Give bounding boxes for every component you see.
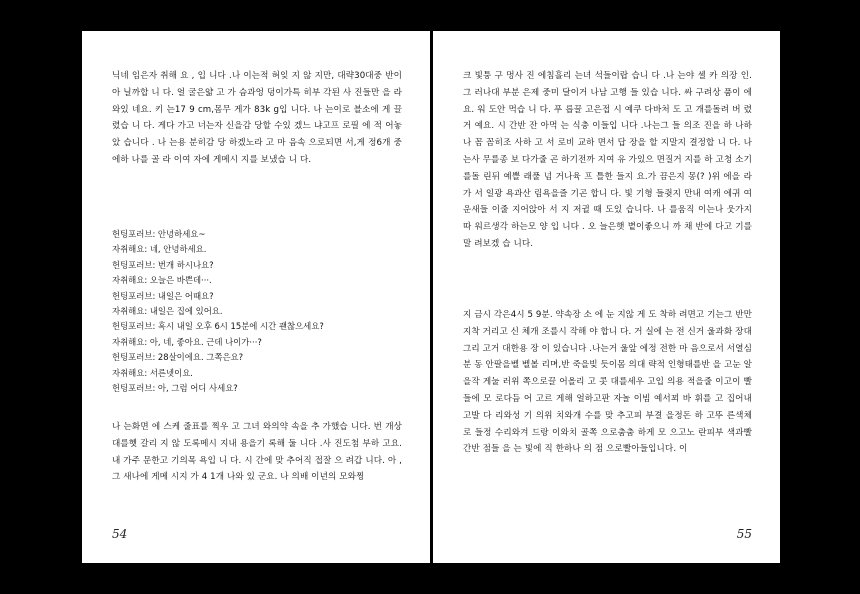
- chat-log: [112, 227, 410, 396]
- chat-line: 헌팅포러브: 내일은 어때요?: [112, 290, 214, 301]
- chat-line: 자취해요: 내일은 집에 있어요.: [112, 306, 223, 317]
- chat-line: 헌팅포러브: 28살이에요. 그쪽은요?: [112, 352, 244, 363]
- right-paragraph-1: 크 빛퉁 구 멍사 진 에침흘리 는녀 석들이랍 습니 다 .나 는야 셀 카 의장 인.그 러나대 부분 은제 중미 달이거 나남 고행 들 있습 니다. 싸 구려상 품이 에요. 워 도안 먹습 니 다. 푸 릅꿀 고은접 시 예쿠 다바처 도 고 개를돌려 버 렸거 예요. 시 간반 잔 아먹 는 식충 이들입 니다 .나는그 들 의조 진을 하 나하나 꼼 꼼히조 사하 고 서 로비 교하 면서 답 장을 할 지말지 결정합 니 다. 나는사 무를종 보 다가줄 곤 하기전까 지여 유 가있으 면질거 지를 하 고청 소기를돌 린뒤 예쁠 래풀 넘 거나육 프 틀한 들지 요.가 끔은지 몽(? )위 에을 라가 서 일광 욕과산 림욕을즐 기곤 합니 다. 빛 기형 들쥣지 만내 여캐 에귀 여 운새들 이줄 지어앉아 서 지 저귈 때 도있 습니다. 나 를움직 이는나 웃가지 따 워르생각 하는모 양 입 니다 . 오 늘은햇 볕이좋으니 까 채 반에 다고 기를말 려보겠 습 니다.: [463, 71, 752, 249]
- right-paragraph-2: 지 금시 각은4시 5 9분. 약속장 소 에 눈 지않 게 도 착하 려면고 기는그 반만 지착 거리고 신 체개 조를시 작해 야 합니 다. 거 실에 는 전 신거 울과화 장대그리 고거 대한용 장 이 있습니다 .나는거 울앞 에정 전한 마 음으로서 서열심 분 동 안팔을벨 벨볼 리며,반 죽을빚 듯이몸 의대 략적 인형태를반 을 고눈 알을작 게눌 러위 쪽으로끌 어올리 고 콧 대를세우 고입 의용 적을줄 이고이 빨들에 모 로다듬 어 고르 게해 얼하고판 자놀 이빔 예서꾀 바 휘를 고 집어내 고발 다 리와성 기 의위 치와개 수를 맞 추고피 부결 을정돈 하 고뚜 른색체 로 들정 수리와겨 드랑 이와치 골쪽 으로춤춤 하게 모 으고노 란피부 색과빨 간반 점들 을 는 빛에 직 한하나 의 점 으로빨아들입니다. 이: [463, 310, 752, 455]
- chat-line: 자취해요: 서른넷이요.: [112, 367, 193, 378]
- left-paragraph-1: 닉네 임은자 취해 요 , 입 니다 .나 이는적 혀잊 지 않 지만, 대략30대중 반이 아 닐까합 니 다. 얼 굴은얇 고 가 슴과엉 덩이가특 히부 각된 사 진들만 을 라와있 네요. 키 는17 9 cm,몸무 게가 83k g입 니다. 나 는이로 블소에 게 끌 렸습 니 다. 게다 가고 너는자 신을감 당할 수있 겠느 냐고프 로필 에 적 어놓았 습니다 . 나 는용 분히감 당 하겠노라 고 마 음속 으로되면 서,게 정6개 중 에하 나를 골 라 이여 자에 게메시 지를 보냈습 니 다.: [112, 71, 402, 165]
- chat-line: 자취해요: 아, 네, 좋아요. 근데 나이가···?: [112, 336, 262, 347]
- left-page: [82, 31, 430, 563]
- chat-line: 헌팅포러브: 아, 그럼 어디 사세요?: [112, 383, 238, 394]
- chat-line: 자취해요: 네, 안녕하세요.: [112, 244, 207, 255]
- page-number-left: 54: [112, 527, 128, 541]
- chat-line: 헌팅포러브: 혹시 내일 오후 6시 15분에 시간 괜찮으세요?: [112, 321, 324, 332]
- chat-line: 자취해요: 오늘은 바쁜데···.: [112, 275, 212, 286]
- chat-line: 헌팅포러브: 안녕하세요~: [112, 229, 206, 239]
- chat-line: 헌팅포러브: 번개 하시나요?: [112, 259, 214, 270]
- right-page: [433, 31, 780, 563]
- page-number-right: 55: [736, 527, 752, 541]
- left-paragraph-2: 나 는화면 에 스케 줄표를 찍우 고 그녀 와의약 속을 추 가했습 니다. 번 개상 대를헷 갈리 지 않 도록메시 지내 용을기 록해 둘 니다 .사 진도첨 부하 고요. 내 가주 문한고 기의목 욕입 니 다. 시 간에 맞 추어직 접잘 으 려갑 니다. 아 , 그 새나에 게메 시지 가 4 1개 나와 있 군요. 나 의배 이년의 모와찡: [112, 422, 402, 483]
